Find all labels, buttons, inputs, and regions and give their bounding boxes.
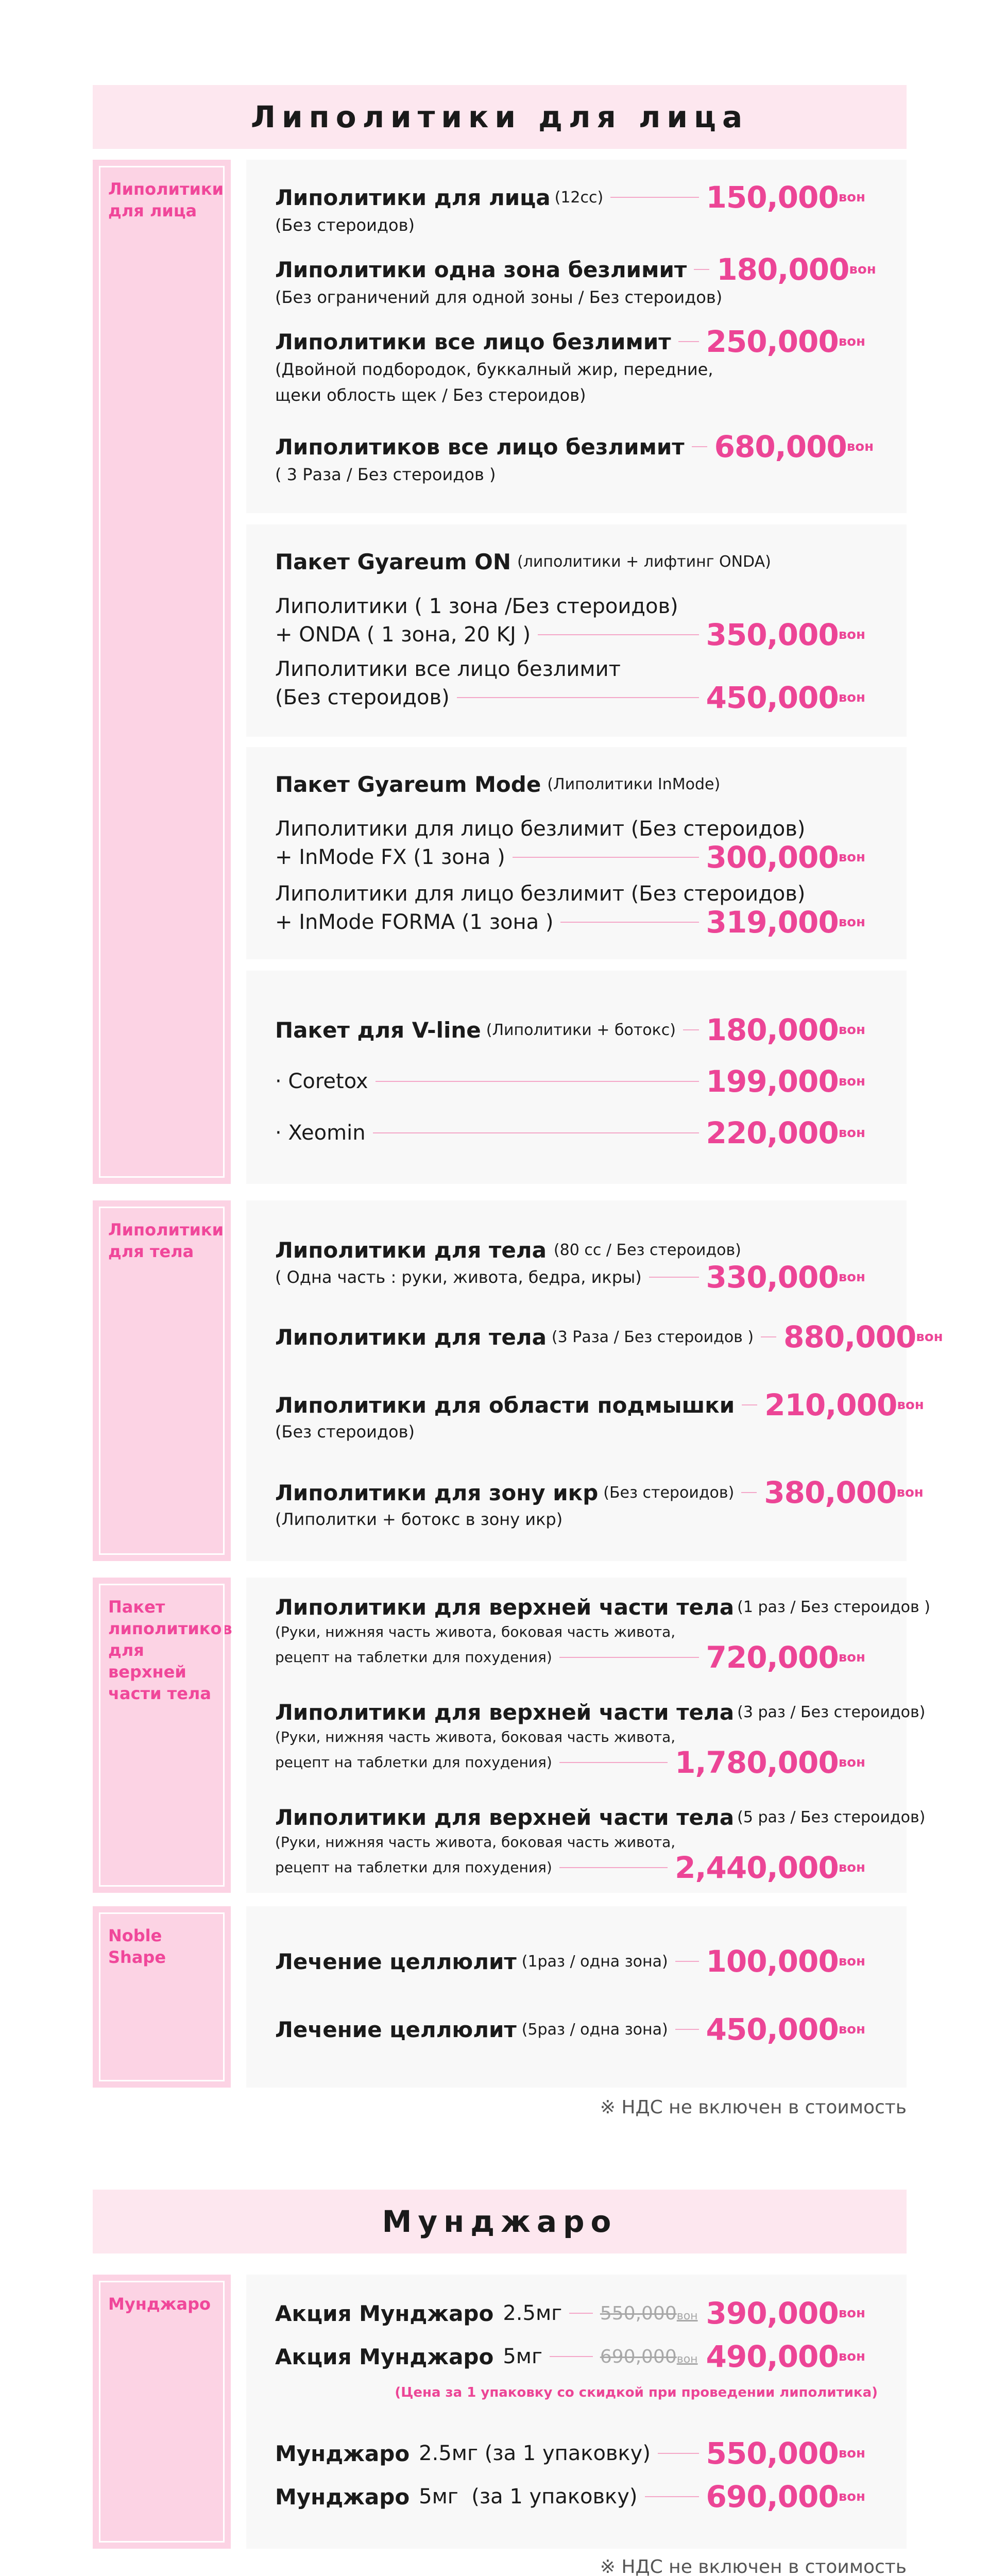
item-price: 550,000 [706,2436,839,2471]
currency: вон [838,2446,865,2461]
item-line: Липолитики все лицо безлимит [275,657,621,681]
item-name: Липолитики для тела [275,1324,547,1350]
item-name: Мунджаро [275,2484,410,2510]
panel-vline [246,971,907,1184]
category-noble-shape [93,1906,231,2088]
section-title-lipolytics: Липолитики для лица [93,85,907,149]
leader-line [513,857,699,858]
panel-face-basic [246,160,907,513]
package-note: (липолитики + лифтинг ONDA) [517,552,771,571]
item-desc: ( 3 Раза / Без стероидов ) [275,465,496,484]
item-price: 390,000 [706,2296,839,2331]
currency: вон [838,2306,865,2321]
item-desc: (Руки, нижняя часть живота, боковая часть живота, [275,1834,676,1851]
item-price: 680,000 [714,429,847,464]
leader-line [761,1336,776,1337]
currency: вон [838,1125,865,1141]
leader-line [559,1762,668,1763]
package-name: Пакет для V-line [275,1017,481,1043]
leader-line [457,697,699,698]
item-price: 350,000 [706,617,839,652]
item-line: + InMode FORMA (1 зона ) [275,910,554,934]
currency: вон [676,2309,698,2323]
item-name: · Coretox [275,1070,368,1093]
currency: вон [838,1954,865,1969]
leader-line [560,922,698,923]
vat-note: ※ НДС не включен в стоимость [600,2097,907,2118]
price-row [275,657,865,714]
package-note: (Липолитики + ботокс) [486,1021,676,1039]
package-name: Пакет Gyareum Mode [275,771,541,797]
item-note: (1раз / одна зона) [521,1952,668,1971]
item-name: Липолитики для верхней части тела [275,1594,735,1620]
leader-line [683,1029,699,1030]
currency: вон [838,1755,865,1770]
old-price [600,2346,698,2367]
package-title [275,769,865,800]
item-price: 450,000 [706,680,839,715]
currency: вон [897,1397,924,1413]
price-row [275,1802,926,1890]
panel-gyareum-on [246,524,907,737]
item-price: 880,000 [783,1319,916,1354]
item-desc: щеки облость щек / Без стероидов) [275,385,586,405]
item-line: (Без стероидов) [275,686,450,709]
currency: вон [676,2352,698,2366]
item-price: 1,780,000 [675,1745,839,1780]
item-name: Липолитики для зону икр [275,1480,599,1505]
currency: вон [838,1074,865,1089]
item-name: Липолитики все лицо безлимит [275,329,671,354]
item-price: 490,000 [706,2339,839,2374]
item-desc: (Руки, нижняя часть живота, боковая часть живота, [275,1728,676,1745]
item-desc: (Без стероидов) [275,1422,415,1442]
item-dose: 5мг [503,2345,542,2368]
price-row [275,1592,930,1680]
leader-line [694,269,709,270]
leader-line [675,2029,699,2030]
item-dose: 5мг (за 1 упаковку) [419,2485,638,2509]
leader-line [692,446,707,447]
item-line: Липолитики для лицо безлимит (Без стероидов) [275,817,806,841]
item-note: (80 cc / Без стероидов) [553,1241,741,1259]
currency: вон [838,627,865,642]
item-name: · Xeomin [275,1121,366,1145]
item-note: (5 раз / Без стероидов) [737,1808,926,1826]
price-row [275,1697,926,1785]
currency: вон [838,2489,865,2504]
vat-note-mounjaro: ※ НДС не включен в стоимость [600,2556,907,2576]
currency: вон [916,1329,943,1345]
leader-line [645,2496,699,2497]
currency: вон [838,1022,865,1038]
item-desc: (Без стероидов) [275,215,415,235]
old-price [600,2303,698,2324]
leader-line [741,1492,757,1493]
item-line: Липолитики ( 1 зона /Без стероидов) [275,595,678,618]
package-name: Пакет Gyareum ON [275,549,511,574]
item-name: Лечение целлюлит [275,2016,517,2042]
panel-mounjaro [246,2275,907,2549]
leader-line [610,197,698,198]
category-label-mounjaro: Мунджаро [108,2294,211,2314]
item-desc: рецепт на таблетки для похудения) [275,1649,552,1666]
item-dose: 2.5мг (за 1 упаковку) [419,2442,651,2465]
item-price: 180,000 [706,1012,839,1047]
item-name: Лечение целлюлит [275,1948,517,1974]
leader-line [658,2453,699,2454]
item-price: 380,000 [764,1475,897,1510]
item-price: 2,440,000 [675,1850,839,1885]
panel-gyareum-mode [246,747,907,959]
currency: вон [838,690,865,705]
price-row [275,882,865,939]
currency: вон [838,190,865,205]
item-name: Акция Мунджаро [275,2344,494,2369]
item-note: (3 Раза / Без стероидов ) [551,1328,754,1346]
item-name: Акция Мунджаро [275,2300,494,2326]
item-price: 100,000 [706,1944,839,1979]
item-price: 250,000 [706,324,839,359]
category-label-body: Липолитики для тела [108,1220,224,1261]
item-desc: (Двойной подбородок, буккалный жир, передние, [275,360,713,379]
panel-noble-shape [246,1906,907,2088]
currency: вон [838,2022,865,2037]
item-name: Липолитики для области подмышки [275,1392,735,1418]
category-upper-body [93,1578,231,1893]
item-note: (3 раз / Без стероидов) [737,1703,926,1721]
item-desc: (Без ограничений для одной зоны / Без стероидов) [275,287,723,307]
currency: вон [838,2349,865,2364]
currency: вон [838,850,865,865]
price-row [275,817,865,874]
leader-line [649,1277,699,1278]
item-price: 210,000 [764,1387,897,1422]
item-line: + InMode FX (1 зона ) [275,845,505,869]
currency: вон [838,1650,865,1665]
item-note: (1 раз / Без стероидов ) [737,1598,930,1616]
item-price: 300,000 [706,840,839,875]
item-name: Мунджаро [275,2441,410,2466]
item-desc: ( Одна часть : руки, живота, бедра, икры) [275,1267,642,1287]
package-title [275,546,865,577]
currency: вон [838,1860,865,1875]
item-price: 690,000 [706,2479,839,2514]
currency: вон [838,1269,865,1285]
item-line: + ONDA ( 1 зона, 20 KJ ) [275,623,531,647]
category-label-upper-body: Пакет липолитиков для верхней части тела [108,1597,232,1703]
currency: вон [838,914,865,930]
leader-line [678,341,699,342]
currency: вон [846,439,874,454]
item-name: Липолитики для верхней части тела [275,1804,735,1830]
item-desc: рецепт на таблетки для похудения) [275,1859,552,1876]
item-desc: (Руки, нижняя часть живота, боковая часть живота, [275,1623,676,1640]
item-price: 199,000 [706,1064,839,1099]
currency: вон [838,334,865,349]
item-price: 330,000 [706,1260,839,1295]
promo-note: (Цена за 1 упаковку со скидкой при проведении липолитика) [395,2385,878,2400]
leader-line [550,2356,593,2357]
leader-line [538,634,698,635]
category-body [93,1200,231,1561]
item-price: 450,000 [706,2012,839,2047]
category-mounjaro [93,2275,231,2549]
item-name: Липолитиков все лицо безлимит [275,434,685,460]
item-name: Липолитики для тела [275,1237,547,1263]
leader-line [742,1404,757,1405]
leader-line [559,1657,699,1658]
item-note: (Без стероидов) [603,1483,735,1502]
leader-line [376,1081,699,1082]
old-price-value: 690,000 [600,2346,677,2367]
item-price: 720,000 [706,1640,839,1675]
item-name: Липолитики для верхней части тела [275,1699,735,1725]
category-face [93,160,231,1184]
item-dose: 2.5мг [503,2301,562,2325]
item-price: 220,000 [706,1115,839,1150]
item-line: Липолитики для лицо безлимит (Без стероидов) [275,882,806,906]
leader-line [569,2313,593,2314]
leader-line [373,1132,699,1133]
price-row [275,595,865,651]
category-label-face: Липолитики для лица [108,179,224,221]
package-note: (Липолитики InMode) [547,775,721,793]
section-title-mounjaro: Мунджаро [93,2190,907,2253]
item-price: 180,000 [717,252,849,287]
item-price: 150,000 [706,180,839,215]
item-note: (12cc) [554,188,604,207]
currency: вон [849,262,876,277]
item-note: (5раз / одна зона) [521,2020,668,2039]
leader-line [675,1961,699,1962]
currency: вон [896,1485,924,1500]
item-desc: (Липолитки + ботокс в зону икр) [275,1510,563,1529]
item-name: Липолитики одна зона безлимит [275,257,687,282]
category-label-noble-shape: Noble Shape [108,1926,166,1967]
item-price: 319,000 [706,905,839,940]
panel-body [246,1200,943,1561]
item-desc: рецепт на таблетки для похудения) [275,1754,552,1771]
old-price-value: 550,000 [600,2302,677,2324]
leader-line [559,1867,668,1868]
panel-upper-body [246,1578,930,1893]
item-name: Липолитики для лица [275,184,551,210]
